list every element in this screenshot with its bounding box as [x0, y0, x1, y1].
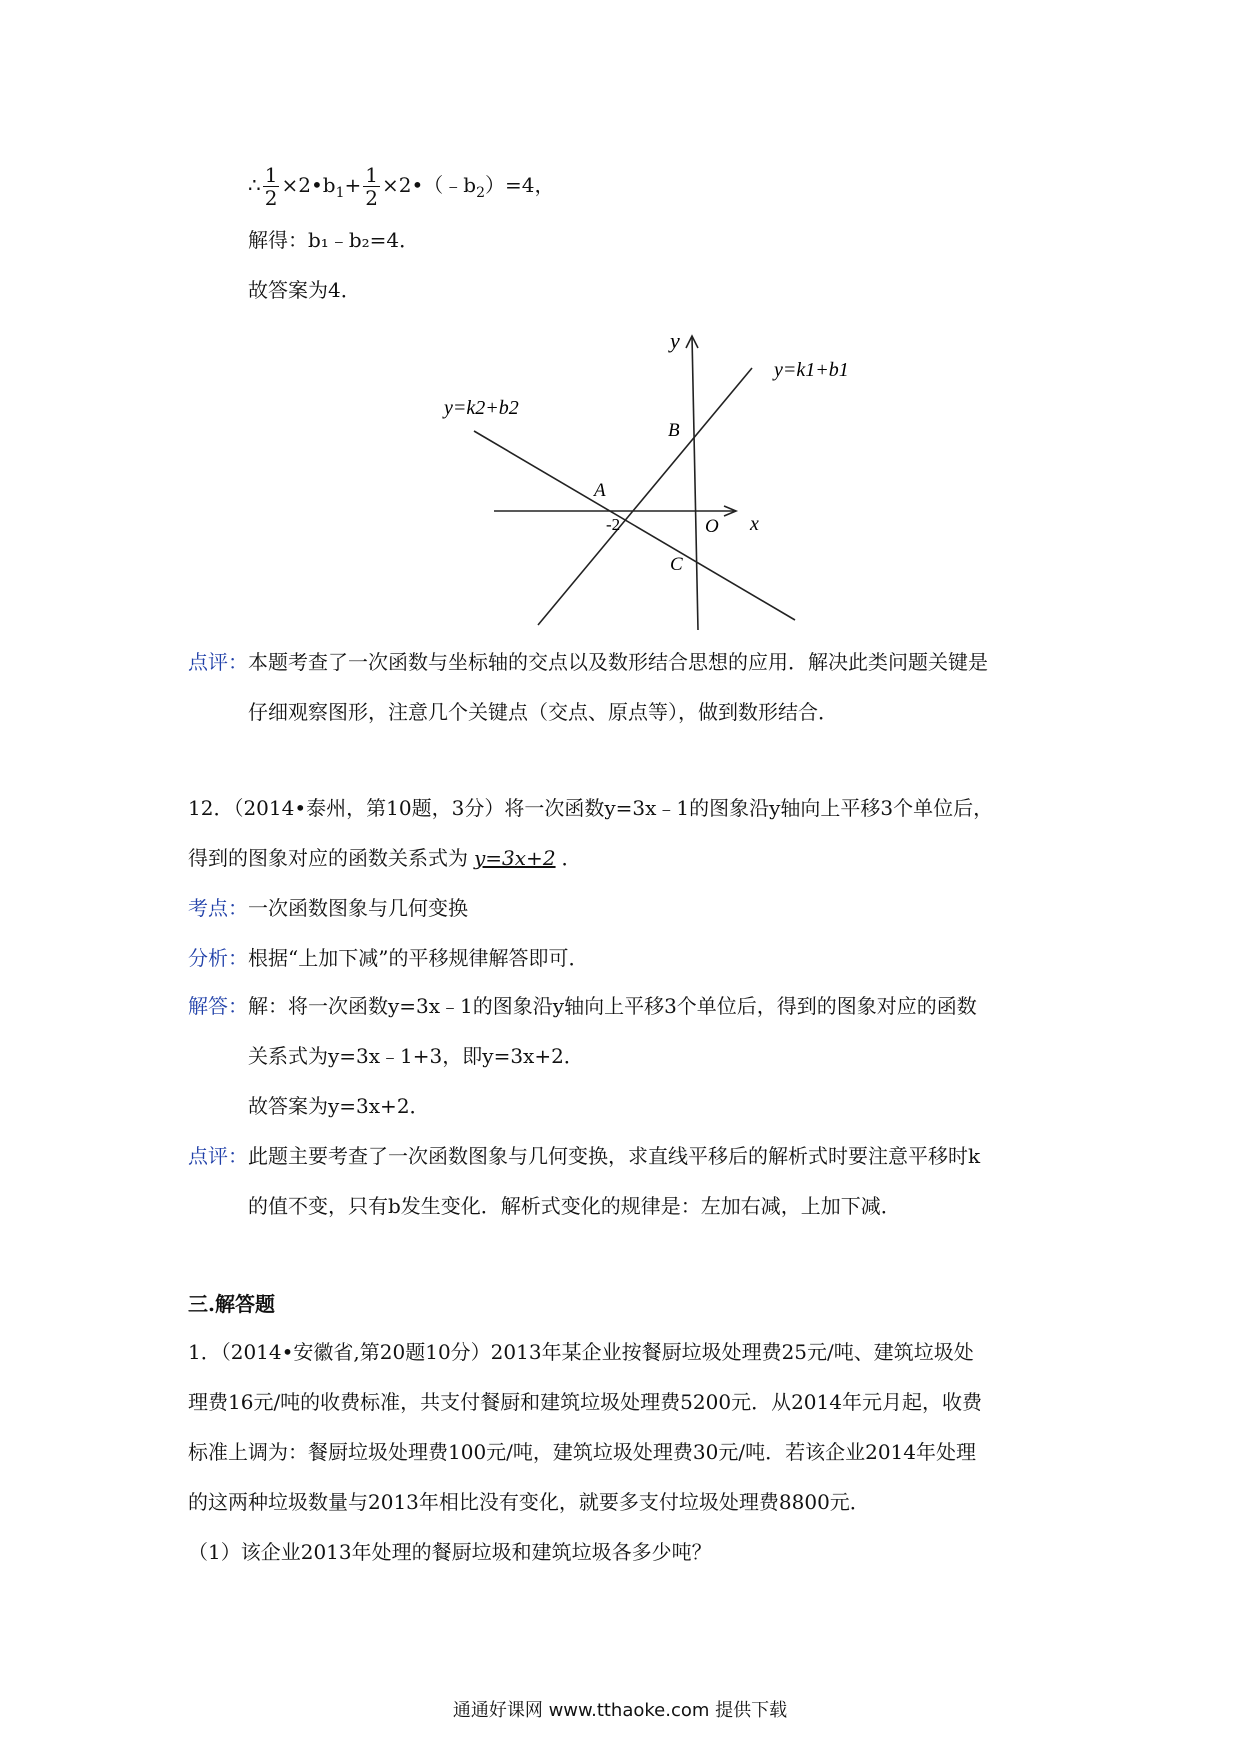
coordinate-graph	[430, 330, 850, 630]
q12-line1: 12．（2014•泰州，第10题，3分）将一次函数y=3x﹣1的图象沿y轴向上平移3个单位后，	[188, 796, 994, 820]
review1-line1: 点评：本题考查了一次函数与坐标轴的交点以及数形结合思想的应用．解决此类问题关键是	[188, 650, 988, 674]
problem1-line3: 标准上调为：餐厨垃圾处理费100元/吨，建筑垃圾处理费30元/吨．若该企业2014年处理	[188, 1440, 976, 1464]
review-label: 点评：	[188, 650, 248, 674]
line2-label: y=k2+b2	[444, 397, 519, 419]
section-title: 三.解答题	[188, 1292, 275, 1316]
q12-answer: y=3x+2	[474, 846, 556, 870]
solve-line: 解得：b₁﹣b₂=4．	[248, 228, 420, 252]
origin-label: O	[705, 516, 719, 537]
page-footer: 通通好课网 www.tthaoke.com 提供下载	[452, 1700, 788, 1721]
jieda-line3: 故答案为y=3x+2．	[248, 1094, 430, 1118]
line-k2b2	[474, 431, 795, 620]
neg2-label: -2	[606, 515, 621, 534]
point-c-label: C	[670, 554, 683, 575]
fraction-half-2: $\frac{1}{2}$	[365, 163, 378, 210]
kaodian-line: 考点：一次函数图象与几何变换	[188, 896, 468, 920]
jieda-line2: 关系式为y=3x﹣1+3，即y=3x+2．	[248, 1044, 584, 1068]
fenxi-line: 分析：根据“上加下减”的平移规律解答即可．	[188, 946, 589, 970]
review2-line2: 的值不变，只有b发生变化．解析式变化的规律是：左加右减，上加下减．	[248, 1194, 901, 1218]
x-axis-label: x	[750, 513, 759, 535]
answer-line: 故答案为4．	[248, 278, 361, 302]
y-axis-line	[692, 336, 698, 630]
line1-label: y=k1+b1	[774, 359, 849, 381]
y-axis-label: y	[670, 330, 680, 353]
q12-line2: 得到的图象对应的函数关系式为 y=3x+2 ．	[188, 846, 582, 870]
jieda-line1: 解答：解：将一次函数y=3x﹣1的图象沿y轴向上平移3个单位后，得到的图象对应的函数	[188, 994, 977, 1018]
review1-line2: 仔细观察图形，注意几个关键点（交点、原点等），做到数形结合．	[248, 700, 838, 724]
problem1-line4: 的这两种垃圾数量与2013年相比没有变化，就要多支付垃圾处理费8800元．	[188, 1490, 870, 1514]
equation-line: ∴ $\frac{1}{2}$ $\times 2•b_1+$ $\frac{1}{2}$ $\times 2•(﹣b_2)=4$，	[248, 163, 555, 210]
point-b-label: B	[668, 420, 680, 441]
fraction-half-1: $\frac{1}{2}$	[264, 163, 278, 210]
problem1-line1: 1．（2014•安徽省,第20题10分）2013年某企业按餐厨垃圾处理费25元/吨、建筑垃圾处	[188, 1340, 974, 1364]
problem1-line2: 理费16元/吨的收费标准，共支付餐厨和建筑垃圾处理费5200元．从2014年元月起，收费	[188, 1390, 982, 1414]
review2-line1: 点评：此题主要考查了一次函数图象与几何变换，求直线平移后的解析式时要注意平移时k	[188, 1144, 981, 1168]
therefore-symbol: ∴	[248, 173, 261, 197]
problem1-sub1: （1）该企业2013年处理的餐厨垃圾和建筑垃圾各多少吨？	[188, 1540, 712, 1564]
point-a-label: A	[594, 480, 606, 501]
line-k1b1	[538, 368, 752, 625]
